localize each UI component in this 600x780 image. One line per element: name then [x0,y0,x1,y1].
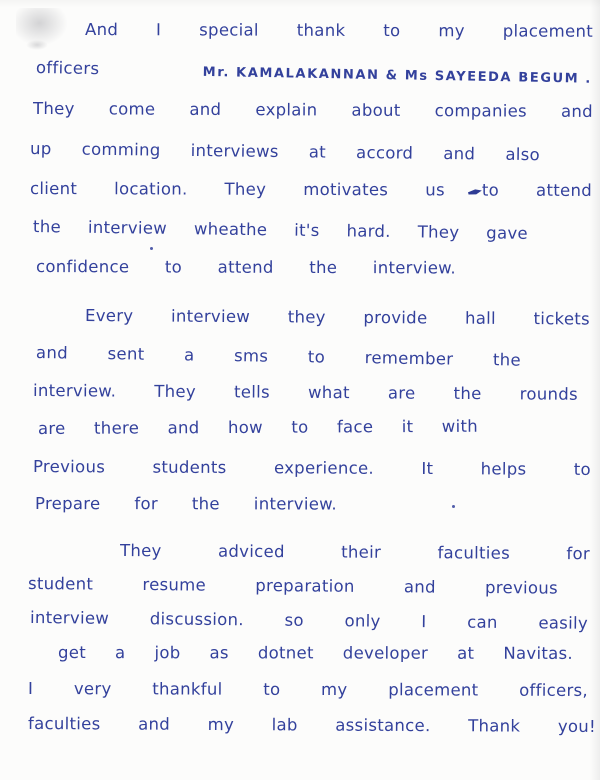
handwritten-line: Previous students experience. It helps to [32,457,592,479]
handwritten-line: interview. They tells what are the rounds [32,381,579,404]
handwritten-line: and sent a sms to remember the [35,343,522,370]
handwritten-line: Prepare for the interview. [34,494,338,514]
handwritten-line: get a job as dotnet developer at Navitas. [57,643,574,663]
handwritten-line: client location. They motivates us to attend [29,179,593,200]
handwritten-line: the interview wheathe it's hard. They gave [32,217,529,243]
handwritten-line: interview discussion. so only I can easily [29,608,589,633]
handwritten-line: up comming interviews at accord and also [29,139,541,165]
handwritten-line: Every interview they provide hall tickets [84,306,591,329]
handwritten-line: student resume preparation and previous [27,574,559,598]
stray-ink-dot [150,247,153,250]
handwritten-line: confidence to attend the interview. [35,257,457,278]
handwritten-line: They adviced their faculties for [119,541,591,564]
handwritten-line: They come and explain about companies and [32,99,594,121]
placement-officer-names: Mr. KAMALAKANNAN & Ms SAYEEDA BEGUM . [202,64,593,87]
handwritten-line: And I special thank to my placement [84,20,594,41]
handwritten-line: faculties and my lab assistance. Thank you! [27,714,597,736]
handwritten-word: officers [35,58,100,79]
handwritten-line [36,58,592,88]
handwritten-line: are there and how to face it with [37,416,479,438]
stray-ink-dot [452,505,455,508]
scan-smudge [26,40,48,50]
handwritten-line: I very thankful to my placement officers, [27,679,589,700]
